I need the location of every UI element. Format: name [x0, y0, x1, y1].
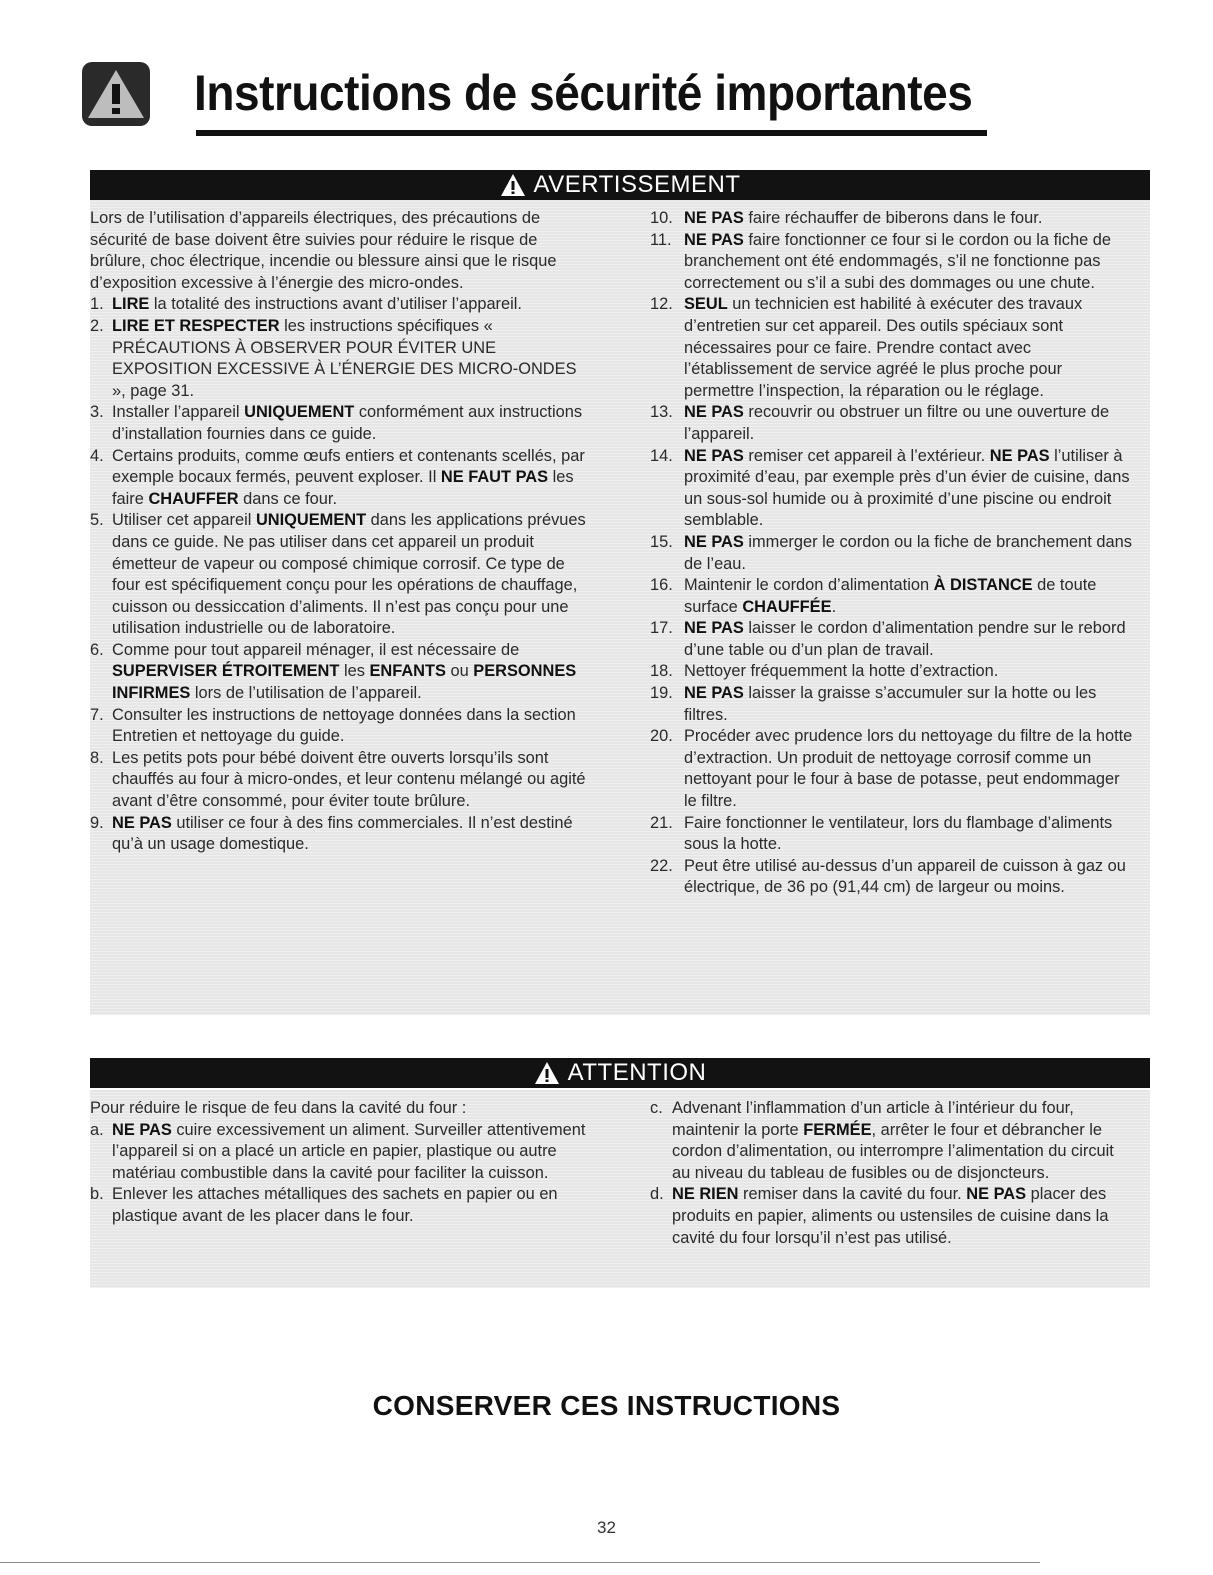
list-item-text: [672, 1184, 1136, 1249]
list-item: [90, 1184, 590, 1227]
body-text: conformément aux instructions d’installation fournies dans ce guide.: [112, 403, 583, 443]
list-item-number: d.: [650, 1185, 664, 1204]
list-item-number: 7.: [90, 705, 104, 724]
list-item-number: 17.: [650, 619, 673, 638]
body-text: faire fonctionner ce four si le cordon ou la fiche de branchement ont été endommagés, s’il ne fonctionne pas correctement ou s’il a subi des dommages ou une chute.: [684, 230, 1111, 292]
emphasis-text: NE PAS: [684, 684, 744, 703]
list-item: [650, 813, 1136, 856]
list-item-text: [684, 446, 1136, 532]
emphasis-text: CHAUFFER: [148, 489, 239, 508]
list-item: [650, 856, 1136, 899]
body-text: remiser cet appareil à l’extérieur.: [743, 446, 990, 465]
body-text: Peut être utilisé au-dessus d’un appareil de cuisson à gaz ou électrique, de 36 po (91,44 cm) de largeur ou moins.: [684, 856, 1126, 897]
body-text: Procéder avec prudence lors du nettoyage du filtre de la hotte d’extraction. Un produit de nettoyage corrosif comme un nettoyant pour le four à base de potasse, peut endommager le filtre.: [684, 727, 1133, 811]
attention-banner-label: ATTENTION: [567, 1059, 707, 1086]
body-text: les instructions spécifiques « PRÉCAUTIONS À OBSERVER POUR ÉVITER UNE EXPOSITION EXCESSIVE À L’ÉNERGIE DES MICRO-ONDES », page 31.: [112, 316, 577, 400]
list-item-number: 20.: [650, 727, 673, 746]
warning-panel: [90, 200, 1150, 1015]
list-item-number: a.: [90, 1120, 104, 1139]
list-item-text: [112, 446, 590, 511]
attention-list-left: [90, 1120, 590, 1228]
list-item: [650, 230, 1136, 295]
emphasis-text: UNIQUEMENT: [255, 511, 367, 530]
list-item-number: 15.: [650, 532, 673, 551]
attention-list-right: [650, 1098, 1136, 1249]
emphasis-text: NE PAS: [684, 209, 744, 227]
emphasis-text: NE PAS: [112, 1120, 172, 1139]
body-text: Comme pour tout appareil ménager, il est nécessaire de: [112, 640, 520, 659]
body-text: Maintenir le cordon d’alimentation: [684, 576, 934, 595]
list-item-number: 2.: [90, 316, 104, 335]
list-item-text: [112, 1184, 590, 1227]
list-item: [90, 705, 590, 748]
list-item-text: [684, 618, 1136, 661]
body-text: dans ce four.: [238, 489, 338, 508]
list-item: [650, 618, 1136, 661]
body-text: les: [339, 662, 370, 681]
body-text: Les petits pots pour bébé doivent être ouverts lorsqu’ils sont chauffés au four à micro-ondes, et leur contenu mélangé ou agité avant d’être consommé, pour éviter toute brûlure.: [112, 748, 586, 811]
warning-list-left: [90, 294, 590, 855]
body-text: .: [831, 597, 837, 616]
emphasis-text: NE PAS: [989, 446, 1050, 465]
list-item: [650, 208, 1136, 230]
list-item-text: [684, 294, 1136, 402]
list-item-number: 1.: [90, 295, 104, 314]
list-item-number: 18.: [650, 662, 673, 681]
warning-banner: [90, 170, 1150, 200]
list-item-number: 6.: [90, 640, 104, 659]
list-item: [90, 510, 590, 640]
list-item-number: 12.: [650, 295, 673, 314]
list-item-number: 4.: [90, 446, 104, 465]
body-text: ou: [445, 662, 474, 681]
emphasis-text: LIRE ET RESPECTER: [112, 316, 280, 335]
body-text: immerger le cordon ou la fiche de branchement dans de l’eau.: [684, 532, 1132, 573]
list-item-number: 5.: [90, 511, 104, 530]
body-text: l’utiliser à proximité d’eau, par exemple près d’un évier de cuisine, dans un sous-sol humide ou à proximité d’une piscine ou endroit semblable.: [684, 446, 1130, 530]
list-item: [90, 640, 590, 705]
list-item: [90, 446, 590, 511]
bottom-rule: [0, 1562, 1040, 1563]
attention-banner: [90, 1058, 1150, 1088]
list-item: [90, 294, 590, 316]
list-item-text: [112, 316, 590, 402]
emphasis-text: NE PAS: [684, 230, 744, 249]
list-item: [90, 748, 590, 813]
list-item-number: 8.: [90, 748, 104, 767]
body-text: utiliser ce four à des fins commerciales. Il n’est destiné qu’à un usage domestique.: [112, 813, 573, 854]
emphasis-text: SEUL: [684, 295, 728, 314]
warning-banner-label: AVERTISSEMENT: [533, 171, 741, 198]
list-item-number: b.: [90, 1185, 104, 1204]
body-text: Certains produits, comme œufs entiers et contenants scellés, par exemple bocaux fermés, peuvent exploser. Il: [112, 446, 585, 487]
list-item-text: [112, 1120, 590, 1185]
list-item-text: [684, 575, 1136, 618]
list-item-number: 14.: [650, 446, 673, 465]
list-item-number: 11.: [650, 230, 672, 249]
warning-intro: Lors de l’utilisation d’appareils électriques, des précautions de sécurité de base doivent être suivies pour réduire le risque de brûlure, choc électrique, incendie ou blessure ainsi que le risque d’exposition excessive à l’énergie des micro-ondes.: [90, 209, 557, 292]
list-item-text: [672, 1098, 1136, 1184]
warning-triangle-icon: [500, 173, 526, 197]
emphasis-text: NE PAS: [966, 1185, 1027, 1204]
body-text: Enlever les attaches métalliques des sachets en papier ou en plastique avant de les placer dans le four.: [112, 1185, 558, 1225]
list-item-number: 22.: [650, 856, 673, 875]
list-item-number: 13.: [650, 403, 673, 422]
body-text: Consulter les instructions de nettoyage données dans la section Entretien et nettoyage du guide.: [112, 705, 576, 746]
attention-left-column: [90, 1098, 590, 1228]
list-item-text: [684, 856, 1136, 899]
attention-intro: Pour réduire le risque de feu dans la cavité du four :: [90, 1099, 467, 1117]
body-text: la totalité des instructions avant d’utiliser l’appareil.: [149, 295, 522, 314]
body-text: Faire fonctionner le ventilateur, lors du flambage d’aliments sous la hotte.: [684, 813, 1113, 854]
list-item: [90, 1120, 590, 1185]
list-item: [90, 402, 590, 445]
emphasis-text: À DISTANCE: [933, 576, 1033, 595]
list-item-text: [684, 230, 1136, 295]
emphasis-text: LIRE: [112, 295, 150, 314]
list-item: [650, 446, 1136, 532]
emphasis-text: NE FAUT PAS: [440, 468, 549, 487]
body-text: laisser la graisse s’accumuler sur la hotte ou les filtres.: [684, 684, 1097, 724]
list-item-text: [112, 294, 590, 316]
list-item-text: [684, 532, 1136, 575]
page-header: [82, 58, 992, 128]
list-item-number: 3.: [90, 403, 104, 422]
list-item: [650, 683, 1136, 726]
body-text: Advenant l’inflammation d’un article à l’intérieur du four, maintenir la porte: [672, 1099, 1074, 1139]
emphasis-text: NE PAS: [684, 619, 744, 638]
body-text: Nettoyer fréquemment la hotte d’extraction.: [684, 662, 999, 681]
list-item-text: [112, 640, 590, 705]
attention-right-column: [650, 1098, 1136, 1249]
warning-icon: [82, 62, 150, 126]
body-text: remiser dans la cavité du four.: [738, 1185, 967, 1204]
title-underline: [196, 130, 987, 136]
list-item: [650, 575, 1136, 618]
emphasis-text: UNIQUEMENT: [244, 403, 355, 422]
page-title: Instructions de sécurité importantes: [194, 65, 973, 121]
list-item: [650, 532, 1136, 575]
warning-right-column: [650, 208, 1136, 899]
body-text: dans les applications prévues dans ce guide. Ne pas utiliser dans cet appareil un produit émetteur de vapeur ou composé chimique corrosif. Ce type de four est spécifiquement conçu pour les opérations de chauffage, cuisson ou dessiccation d’aliments. Il n’est pas conçu pour une utilisation industrielle ou de laboratoire.: [112, 511, 586, 638]
page-number: 32: [597, 1518, 616, 1537]
warning-list-right: [650, 208, 1136, 899]
emphasis-text: FERMÉE: [803, 1120, 872, 1139]
list-item-text: [112, 705, 590, 748]
list-item: [650, 294, 1136, 402]
emphasis-text: NE PAS: [684, 446, 744, 465]
list-item: [650, 402, 1136, 445]
list-item: [650, 1098, 1136, 1184]
warning-left-column: [90, 208, 590, 856]
emphasis-text: SUPERVISER ÉTROITEMENT: [112, 662, 340, 681]
list-item-text: [112, 813, 590, 856]
list-item-text: [684, 661, 1136, 683]
list-item: [90, 813, 590, 856]
list-item: [650, 726, 1136, 812]
keep-instructions-heading: CONSERVER CES INSTRUCTIONS: [372, 1390, 841, 1421]
emphasis-text: NE PAS: [684, 403, 744, 422]
body-text: Installer l’appareil: [112, 403, 245, 422]
list-item-text: [684, 683, 1136, 726]
list-item-number: 16.: [650, 576, 673, 595]
body-text: un technicien est habilité à exécuter des travaux d’entretien sur cet appareil. Des outils spéciaux sont nécessaires pour ce faire. Prendre contact avec l’établissement de service agréé le plus proche pour permettre l’inspection, la réparation ou le réglage.: [684, 295, 1083, 400]
body-text: cuire excessivement un aliment. Surveiller attentivement l’appareil si on a placé un article en papier, plastique ou autre matériau combustible dans la cavité pour faciliter la cuisson.: [112, 1120, 586, 1182]
list-item-text: [112, 510, 590, 640]
list-item-number: 19.: [650, 684, 673, 703]
attention-panel: [90, 1090, 1150, 1288]
list-item-text: [684, 726, 1136, 812]
list-item-number: 21.: [650, 813, 673, 832]
list-item-number: 10.: [650, 209, 673, 227]
list-item: [90, 316, 590, 402]
warning-triangle-icon: [534, 1061, 560, 1085]
body-text: de toute surface: [684, 576, 1097, 616]
list-item-number: 9.: [90, 813, 104, 832]
list-item: [650, 1184, 1136, 1249]
body-text: recouvrir ou obstruer un filtre ou une ouverture de l’appareil.: [684, 403, 1110, 443]
emphasis-text: PERSONNES INFIRMES: [112, 662, 577, 703]
emphasis-text: ENFANTS: [369, 662, 446, 681]
list-item-text: [684, 813, 1136, 856]
body-text: , arrêter le four et débrancher le cordon d’alimentation, ou interrompre l’alimentation du circuit au niveau du tableau de fusibles ou de disjoncteurs.: [672, 1120, 1114, 1182]
list-item-number: c.: [650, 1099, 663, 1117]
body-text: Utiliser cet appareil: [112, 511, 256, 530]
emphasis-text: CHAUFFÉE: [742, 597, 832, 616]
list-item: [650, 661, 1136, 683]
emphasis-text: NE PAS: [112, 813, 172, 832]
list-item-text: [112, 402, 590, 445]
body-text: laisser le cordon d’alimentation pendre sur le rebord d’une table ou d’un plan de travail.: [684, 619, 1126, 659]
list-item-text: [684, 208, 1136, 230]
body-text: lors de l’utilisation de l’appareil.: [190, 684, 422, 703]
body-text: placer des produits en papier, aliments ou ustensiles de cuisine dans la cavité du four lorsqu’il n’est pas utilisé.: [672, 1185, 1109, 1247]
list-item-text: [112, 748, 590, 813]
body-text: les faire: [112, 468, 574, 508]
emphasis-text: NE PAS: [684, 532, 744, 551]
body-text: faire réchauffer de biberons dans le four.: [743, 209, 1043, 227]
list-item-text: [684, 402, 1136, 445]
emphasis-text: NE RIEN: [672, 1185, 739, 1204]
